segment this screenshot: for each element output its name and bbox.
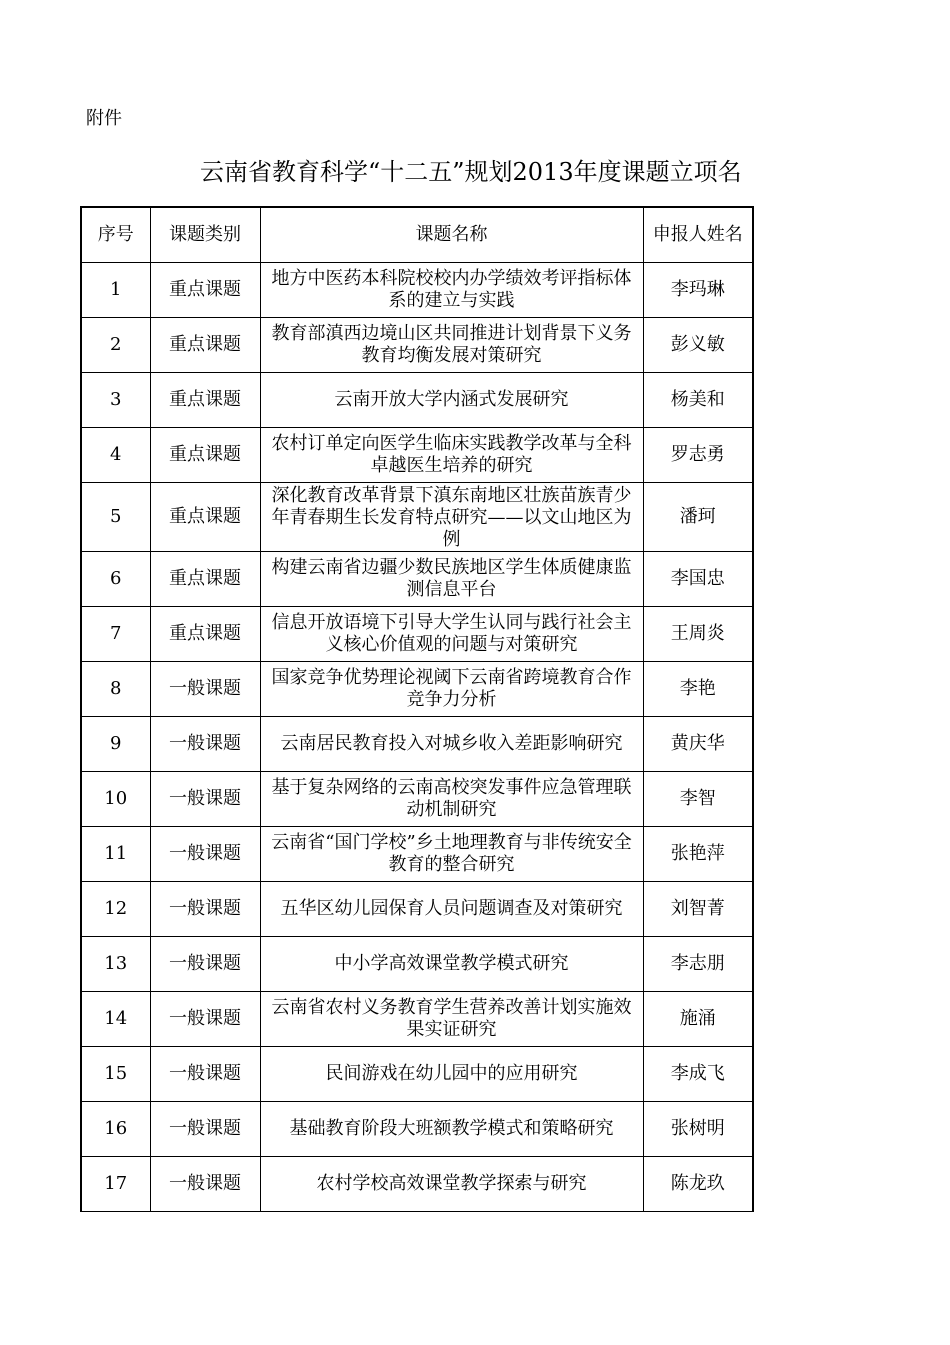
attachment-label: 附件 (86, 108, 122, 129)
cell-category: 一般课题 (150, 771, 260, 826)
cell-applicant: 李成飞 (643, 1046, 753, 1101)
cell-category: 重点课题 (150, 606, 260, 661)
cell-no: 6 (81, 551, 150, 606)
cell-no: 10 (81, 771, 150, 826)
cell-applicant: 王周炎 (643, 606, 753, 661)
cell-topic: 云南开放大学内涵式发展研究 (260, 372, 643, 427)
header-applicant: 申报人姓名 (643, 207, 753, 262)
cell-category: 重点课题 (150, 427, 260, 482)
table-row (81, 1156, 753, 1211)
table-row (81, 482, 753, 551)
cell-applicant: 张艳萍 (643, 826, 753, 881)
cell-topic: 中小学高效课堂教学模式研究 (260, 936, 643, 991)
table-row (81, 551, 753, 606)
header-no: 序号 (81, 207, 150, 262)
table-row (81, 372, 753, 427)
cell-no: 14 (81, 991, 150, 1046)
cell-topic: 基础教育阶段大班额教学模式和策略研究 (260, 1101, 643, 1156)
project-table (80, 206, 754, 1212)
cell-no: 9 (81, 716, 150, 771)
cell-applicant: 李艳 (643, 661, 753, 716)
cell-category: 一般课题 (150, 936, 260, 991)
table-row (81, 317, 753, 372)
table-row (81, 991, 753, 1046)
table-header-row (81, 207, 753, 262)
cell-no: 12 (81, 881, 150, 936)
cell-no: 5 (81, 482, 150, 551)
cell-applicant: 施涌 (643, 991, 753, 1046)
cell-topic: 农村订单定向医学生临床实践教学改革与全科卓越医生培养的研究 (260, 427, 643, 482)
cell-no: 1 (81, 262, 150, 317)
page-title: 云南省教育科学“十二五”规划2013年度课题立项名 (200, 158, 742, 186)
cell-topic: 信息开放语境下引导大学生认同与践行社会主义核心价值观的问题与对策研究 (260, 606, 643, 661)
cell-category: 重点课题 (150, 262, 260, 317)
cell-topic: 教育部滇西边境山区共同推进计划背景下义务教育均衡发展对策研究 (260, 317, 643, 372)
cell-topic: 构建云南省边疆少数民族地区学生体质健康监测信息平台 (260, 551, 643, 606)
table-row (81, 936, 753, 991)
cell-topic: 深化教育改革背景下滇东南地区壮族苗族青少年青春期生长发育特点研究——以文山地区为例 (260, 482, 643, 551)
table-row (81, 1101, 753, 1156)
cell-category: 一般课题 (150, 716, 260, 771)
cell-applicant: 黄庆华 (643, 716, 753, 771)
table-row (81, 1046, 753, 1101)
cell-applicant: 罗志勇 (643, 427, 753, 482)
table-row (81, 427, 753, 482)
cell-topic: 云南省“国门学校”乡土地理教育与非传统安全教育的整合研究 (260, 826, 643, 881)
cell-topic: 农村学校高效课堂教学探索与研究 (260, 1156, 643, 1211)
cell-applicant: 李志朋 (643, 936, 753, 991)
cell-category: 一般课题 (150, 1046, 260, 1101)
cell-no: 11 (81, 826, 150, 881)
header-category: 课题类别 (150, 207, 260, 262)
cell-no: 13 (81, 936, 150, 991)
cell-no: 8 (81, 661, 150, 716)
cell-applicant: 潘珂 (643, 482, 753, 551)
cell-applicant: 李国忠 (643, 551, 753, 606)
cell-topic: 国家竞争优势理论视阈下云南省跨境教育合作竞争力分析 (260, 661, 643, 716)
cell-applicant: 彭义敏 (643, 317, 753, 372)
cell-applicant: 陈龙玖 (643, 1156, 753, 1211)
table-row (81, 826, 753, 881)
cell-no: 2 (81, 317, 150, 372)
cell-no: 4 (81, 427, 150, 482)
cell-no: 16 (81, 1101, 150, 1156)
cell-topic: 五华区幼儿园保育人员问题调查及对策研究 (260, 881, 643, 936)
cell-applicant: 李玛琳 (643, 262, 753, 317)
cell-applicant: 刘智菁 (643, 881, 753, 936)
table-row (81, 771, 753, 826)
cell-category: 一般课题 (150, 1101, 260, 1156)
header-topic: 课题名称 (260, 207, 643, 262)
cell-category: 一般课题 (150, 826, 260, 881)
cell-topic: 基于复杂网络的云南高校突发事件应急管理联动机制研究 (260, 771, 643, 826)
cell-category: 重点课题 (150, 482, 260, 551)
cell-category: 重点课题 (150, 372, 260, 427)
cell-applicant: 杨美和 (643, 372, 753, 427)
table-row (81, 881, 753, 936)
cell-no: 3 (81, 372, 150, 427)
cell-no: 7 (81, 606, 150, 661)
cell-category: 一般课题 (150, 661, 260, 716)
cell-applicant: 张树明 (643, 1101, 753, 1156)
table-row (81, 661, 753, 716)
cell-category: 一般课题 (150, 881, 260, 936)
cell-no: 17 (81, 1156, 150, 1211)
cell-no: 15 (81, 1046, 150, 1101)
table-row (81, 716, 753, 771)
cell-topic: 地方中医药本科院校校内办学绩效考评指标体系的建立与实践 (260, 262, 643, 317)
cell-category: 一般课题 (150, 1156, 260, 1211)
cell-category: 一般课题 (150, 991, 260, 1046)
cell-applicant: 李智 (643, 771, 753, 826)
cell-topic: 云南居民教育投入对城乡收入差距影响研究 (260, 716, 643, 771)
cell-category: 重点课题 (150, 317, 260, 372)
table-row (81, 606, 753, 661)
table-row (81, 262, 753, 317)
cell-topic: 民间游戏在幼儿园中的应用研究 (260, 1046, 643, 1101)
cell-category: 重点课题 (150, 551, 260, 606)
cell-topic: 云南省农村义务教育学生营养改善计划实施效果实证研究 (260, 991, 643, 1046)
